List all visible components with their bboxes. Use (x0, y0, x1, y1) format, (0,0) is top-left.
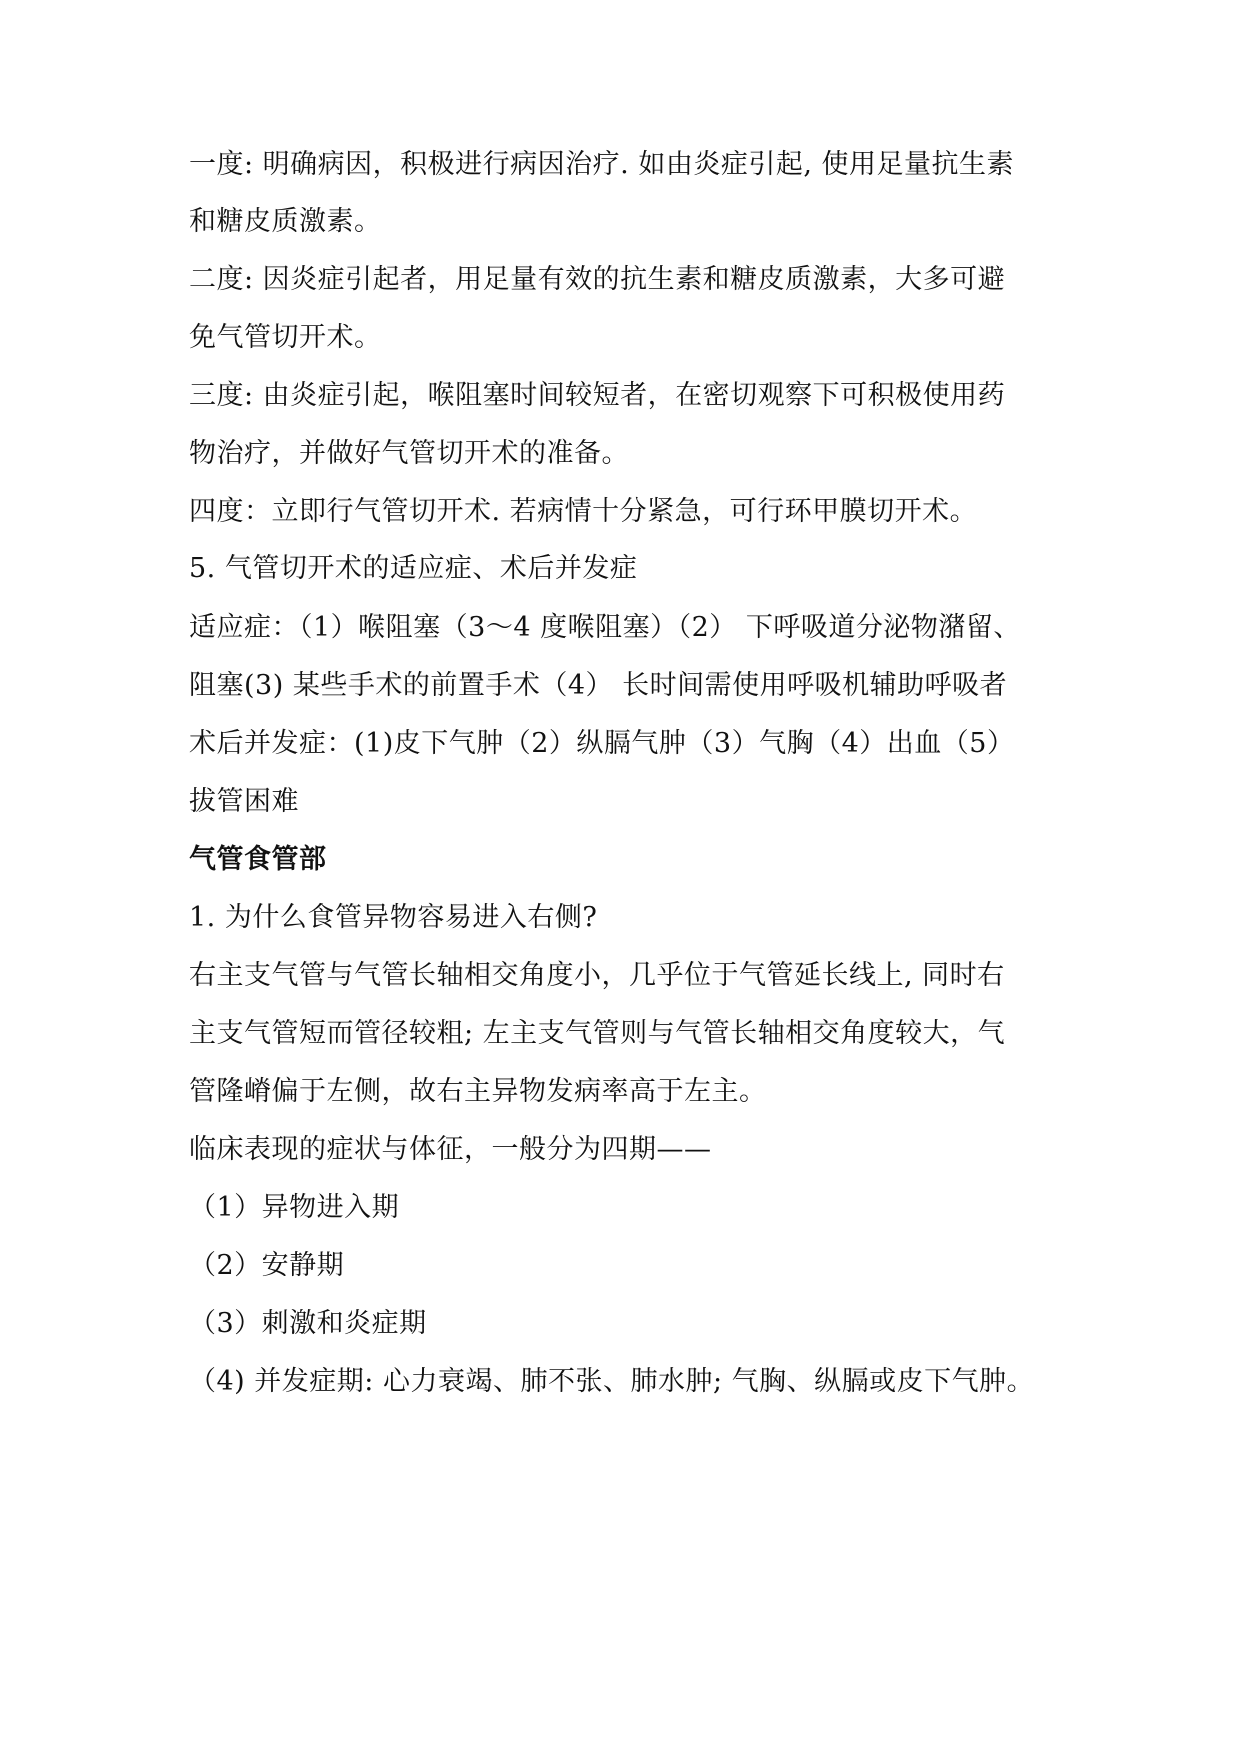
list-item: （1）异物进入期 (189, 1192, 400, 1223)
text-line: 三度: 由炎症引起，喉阻塞时间较短者，在密切观察下可积极使用药 (189, 380, 1006, 411)
text-line: 5. 气管切开术的适应症、术后并发症 (189, 553, 638, 584)
text-line: 适应症：（1）喉阻塞（3～4 度喉阻塞）（2） 下呼吸道分泌物潴留、 (189, 612, 1021, 643)
text-line: 物治疗，并做好气管切开术的准备。 (189, 438, 629, 469)
list-item: （2）安静期 (189, 1250, 345, 1281)
section-heading: 气管食管部 (189, 844, 327, 875)
text-line: 四度：立即行气管切开术. 若病情十分紧急，可行环甲膜切开术。 (189, 496, 978, 527)
text-line: 术后并发症：(1)皮下气肿（2）纵膈气肿（3）气胸（4）出血（5） (189, 728, 1015, 759)
text-line: 和糖皮质激素。 (189, 206, 382, 237)
list-item: （3）刺激和炎症期 (189, 1308, 427, 1339)
list-item: （4) 并发症期: 心力衰竭、肺不张、肺水肿; 气胸、纵膈或皮下气肿。 (189, 1366, 1035, 1397)
text-line: 拔管困难 (189, 786, 299, 817)
text-line: 免气管切开术。 (189, 322, 382, 353)
text-line: 临床表现的症状与体征，一般分为四期—— (189, 1134, 712, 1165)
text-line: 主支气管短而管径较粗; 左主支气管则与气管长轴相交角度较大，气 (189, 1018, 1006, 1049)
text-line: 阻塞(3) 某些手术的前置手术（4） 长时间需使用呼吸机辅助呼吸者 (189, 670, 1008, 701)
text-line: 二度: 因炎症引起者，用足量有效的抗生素和糖皮质激素，大多可避 (189, 264, 1006, 295)
question-heading: 1. 为什么食管异物容易进入右侧? (189, 902, 598, 933)
text-line: 管隆嵴偏于左侧，故右主异物发病率高于左主。 (189, 1076, 767, 1107)
text-line: 右主支气管与气管长轴相交角度小，几乎位于气管延长线上, 同时右 (189, 960, 1005, 991)
text-line: 一度: 明确病因，积极进行病因治疗. 如由炎症引起, 使用足量抗生素 (189, 149, 1015, 180)
